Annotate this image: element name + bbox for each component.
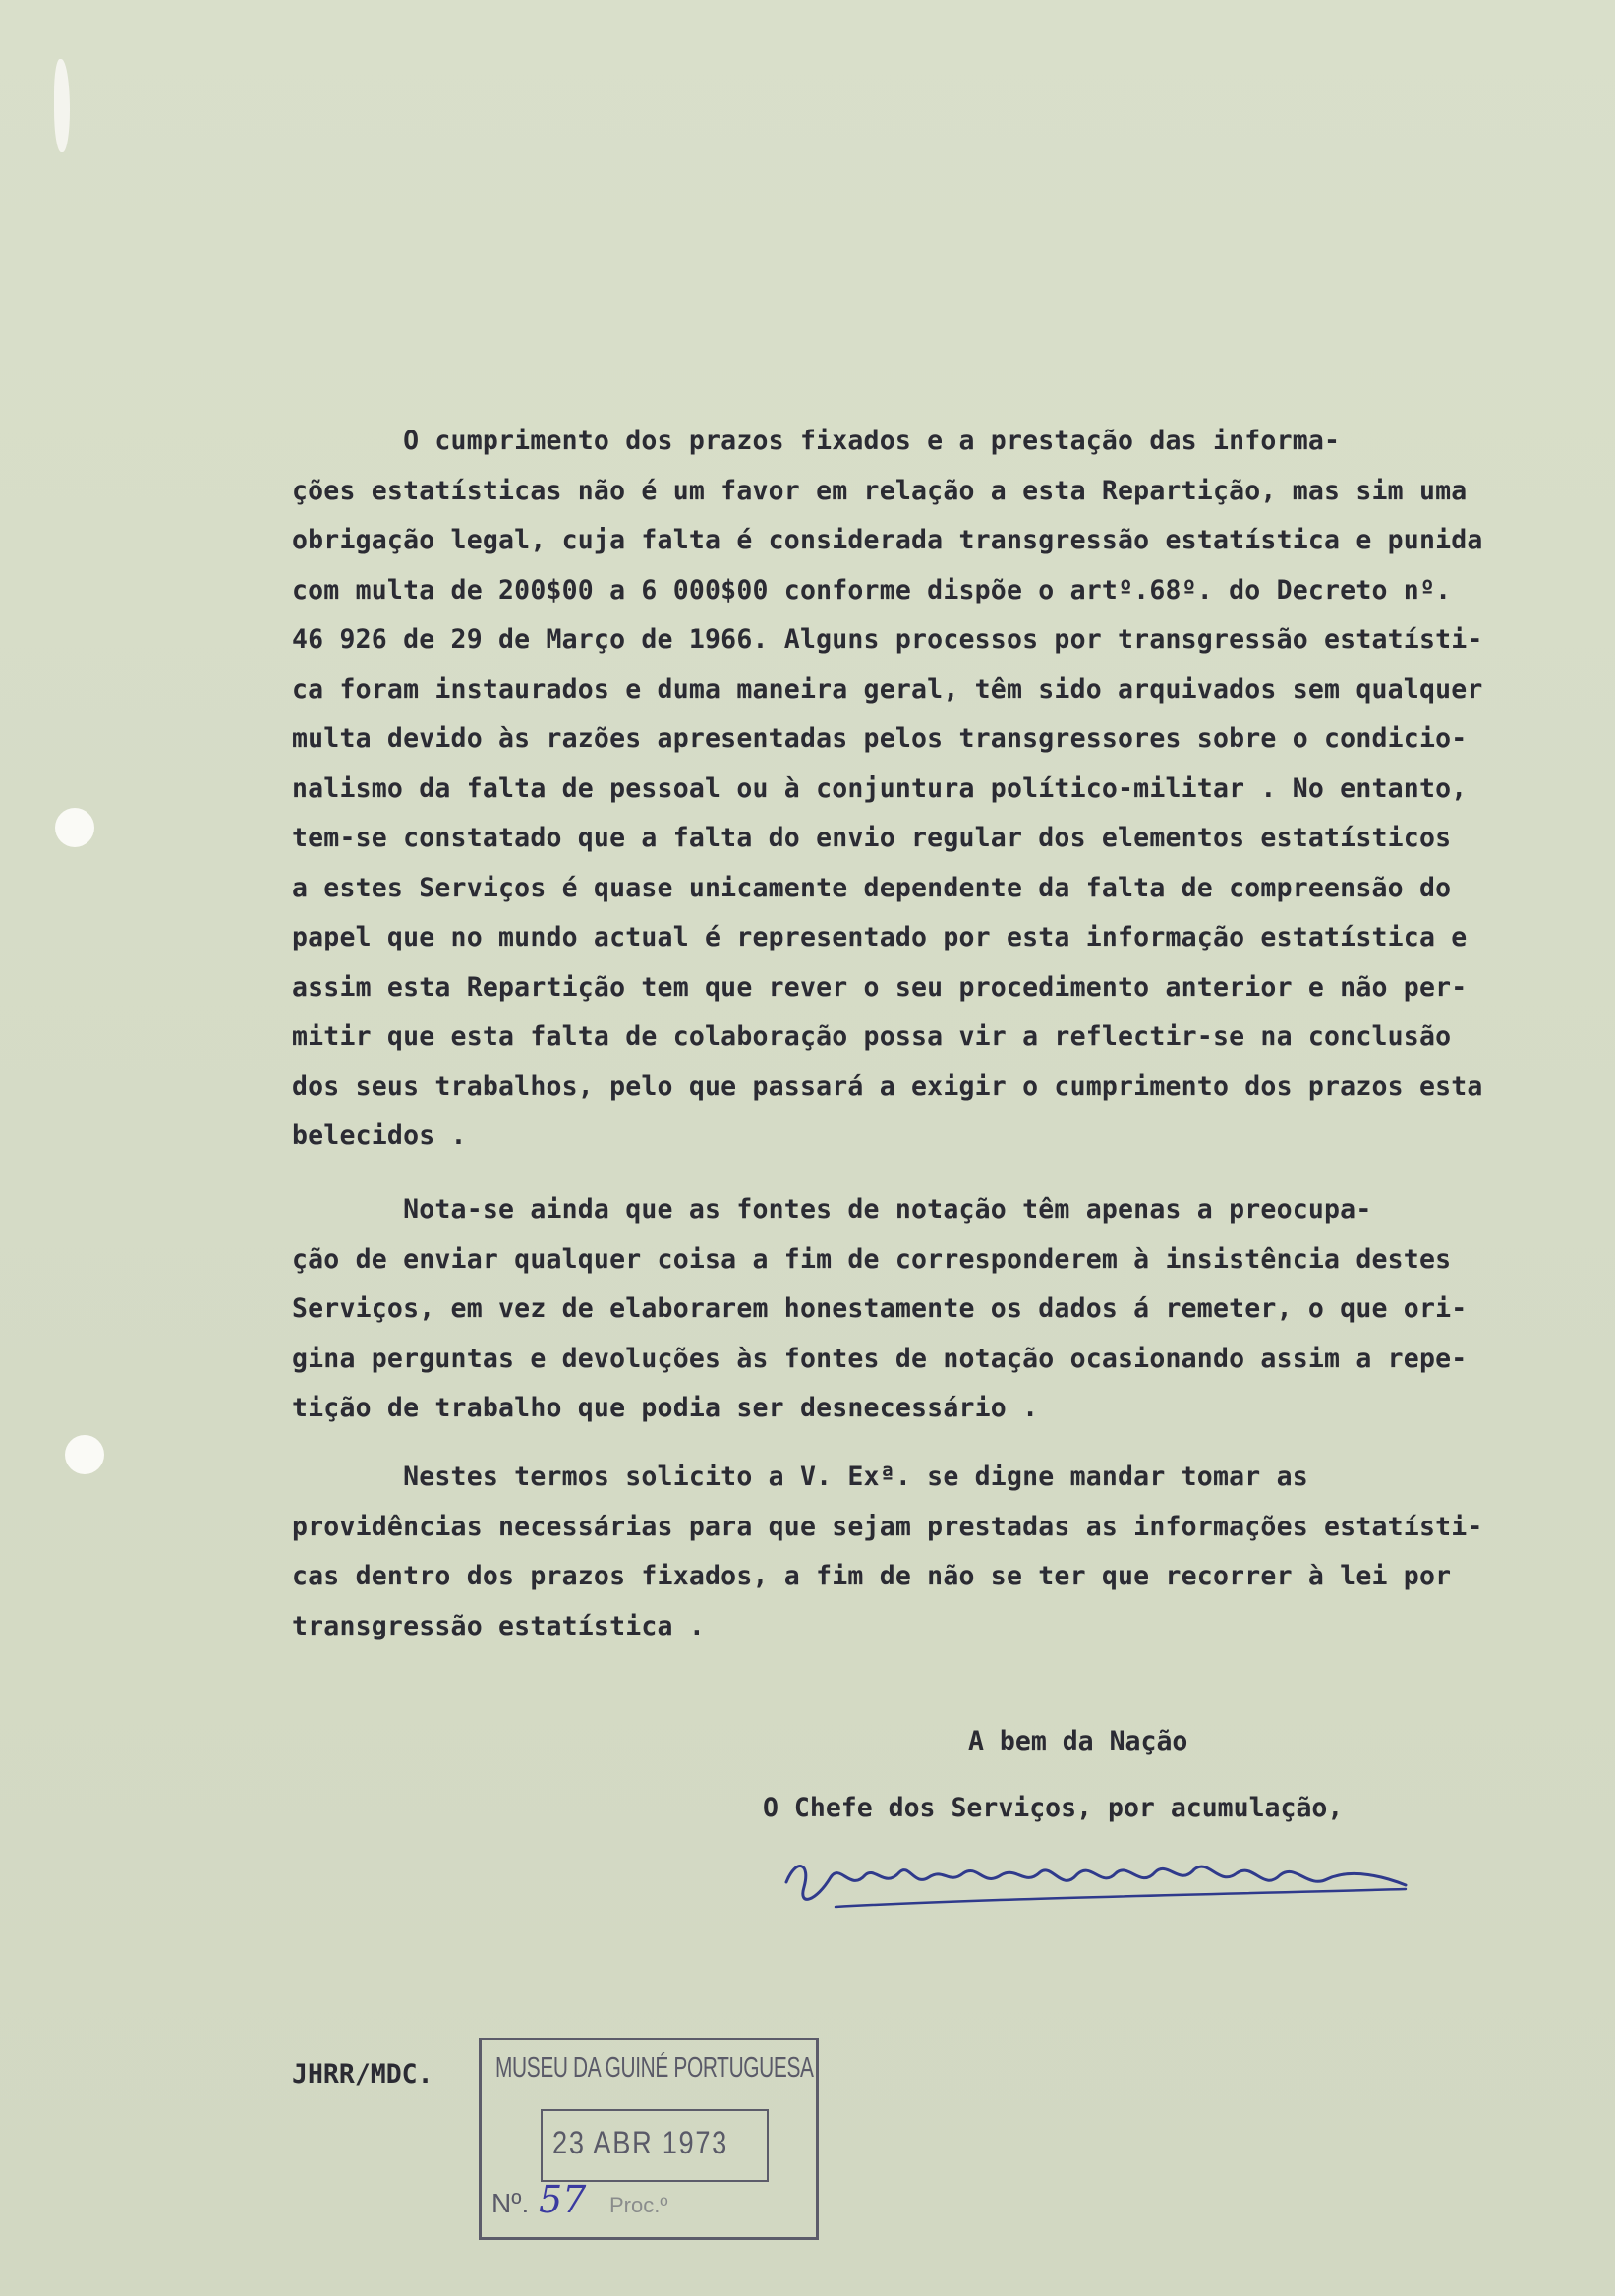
text-line: papel que no mundo actual é representado por esta informação estatística e: [292, 922, 1468, 952]
torn-corner: [54, 59, 70, 152]
closing-role: O Chefe dos Serviços, por acumulação,: [763, 1793, 1344, 1823]
text-line: gina perguntas e devoluções às fontes de notação ocasionando assim a repe-: [292, 1343, 1468, 1374]
closing-salutation: A bem da Nação: [968, 1726, 1188, 1756]
paragraph-2: [292, 1185, 1594, 1434]
text-line: multa devido às razões apresentadas pelos transgressores sobre o condicio-: [292, 723, 1468, 754]
text-line: a estes Serviços é quase unicamente dependente da falta de compreensão do: [292, 872, 1452, 903]
text-line: ca foram instaurados e duma maneira geral, têm sido arquivados sem qualquer: [292, 673, 1483, 705]
text-line: providências necessárias para que sejam prestadas as informações estatísti-: [292, 1511, 1483, 1542]
handwritten-signature: [777, 1838, 1415, 1917]
text-line: belecidos .: [292, 1120, 467, 1151]
stamp-date: 23 ABR 1973: [552, 2125, 729, 2160]
punch-hole-lower: [65, 1435, 104, 1474]
text-line: ções estatísticas não é um favor em relação a esta Repartição, mas sim uma: [292, 475, 1468, 506]
text-line: Serviços, em vez de elaborarem honestamente os dados á remeter, o que ori-: [292, 1293, 1468, 1324]
text-line: cas dentro dos prazos fixados, a fim de não se ter que recorrer à lei por: [292, 1561, 1452, 1591]
text-line: O cumprimento dos prazos fixados e a prestação das informa-: [292, 426, 1341, 456]
stamp-title: MUSEU DA GUINÉ PORTUGUESA: [495, 2052, 814, 2084]
stamp-number-value: 57: [539, 2178, 587, 2221]
text-line: tição de trabalho que podia ser desnecessário .: [292, 1393, 1039, 1423]
museum-stamp: [479, 2038, 819, 2240]
text-line: obrigação legal, cuja falta é considerada transgressão estatística e punida: [292, 525, 1483, 555]
text-line: nalismo da falta de pessoal ou à conjuntura político-militar . No entanto,: [292, 773, 1468, 804]
paragraph-3: [292, 1453, 1594, 1651]
text-line: tem-se constatado que a falta do envio regular dos elementos estatísticos: [292, 823, 1452, 853]
text-line: ção de enviar qualquer coisa a fim de corresponderem à insistência destes: [292, 1243, 1452, 1275]
text-line: assim esta Repartição tem que rever o seu procedimento anterior e não per-: [292, 971, 1468, 1003]
text-line: 46 926 de 29 de Março de 1966. Alguns processos por transgressão estatísti-: [292, 624, 1483, 655]
stamp-number-label: Nº.: [491, 2188, 530, 2218]
text-line: dos seus trabalhos, pelo que passará a exigir o cumprimento dos prazos esta: [292, 1070, 1483, 1102]
paragraph-1: [292, 417, 1594, 1162]
stamp-process-label: Proc.º: [609, 2193, 668, 2217]
text-line: transgressão estatística .: [292, 1610, 706, 1641]
text-line: mitir que esta falta de colaboração possa vir a reflectir-se na conclusão: [292, 1021, 1452, 1052]
punch-hole-upper: [55, 808, 94, 847]
text-line: Nota-se ainda que as fontes de notação têm apenas a preocupa-: [292, 1194, 1372, 1225]
text-line: Nestes termos solicito a V. Exª. se digne mandar tomar as: [292, 1462, 1308, 1492]
text-line: com multa de 200$00 a 6 000$00 conforme dispõe o artº.68º. do Decreto nº.: [292, 574, 1452, 605]
reference-code: JHRR/MDC.: [292, 2059, 433, 2090]
stamp-date-box: [541, 2109, 769, 2182]
